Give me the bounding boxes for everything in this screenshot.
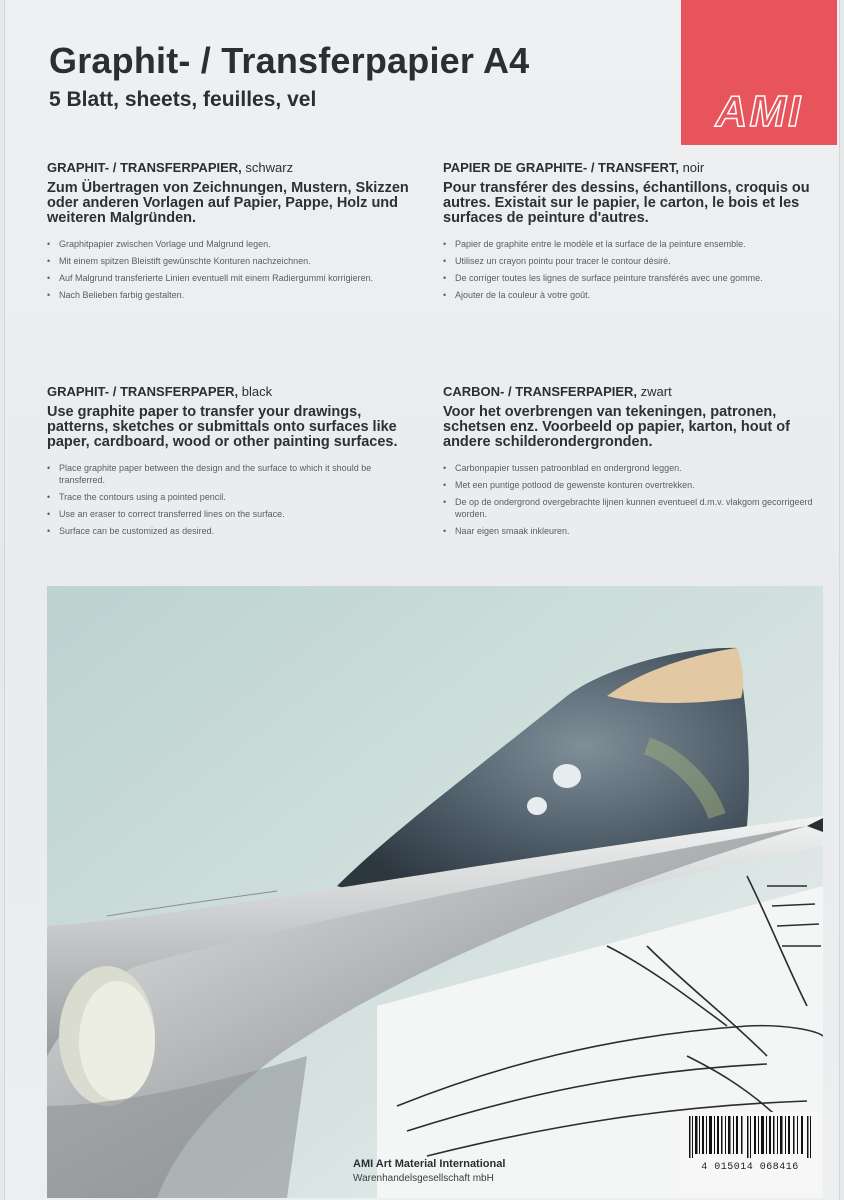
product-illustration [47, 586, 823, 1198]
bullet-list [443, 462, 819, 537]
section-french [443, 160, 819, 306]
section-heading [47, 384, 419, 399]
bullet-list [47, 238, 419, 301]
brand-logo-text: AMI [715, 87, 803, 136]
section-heading-main: GRAPHIT- / TRANSFERPAPIER, [47, 160, 242, 175]
section-lead: Pour transférer des dessins, échantillons, croquis ou autres. Existait sur le papier, le carton, le bois et les surfaces de peinture d'autres. [443, 180, 810, 226]
section-heading-suffix: black [238, 384, 273, 399]
list-item: • Nach Belieben farbig gestalten. [47, 289, 419, 301]
barcode-bars [681, 1112, 819, 1162]
list-item: • Place graphite paper between the design and the surface to which it should be transferred. [47, 462, 419, 486]
list-item: • Carbonpapier tussen patroonblad en ondergrond leggen. [443, 462, 819, 474]
section-heading-suffix: zwart [637, 384, 672, 399]
section-lead: Use graphite paper to transfer your drawings, patterns, sketches or submittals onto surfaces like paper, cardboard, wood or other painting surfaces. [47, 404, 398, 450]
brand-logo [681, 0, 837, 145]
footer-brand: AMI Art Material International [353, 1158, 506, 1170]
section-english [47, 384, 419, 542]
bullet-list [47, 462, 419, 537]
section-heading [443, 160, 819, 175]
section-heading-main: CARBON- / TRANSFERPAPIER, [443, 384, 638, 399]
bullet-list [443, 238, 819, 301]
page-title: Graphit- / Transferpapier A4 [49, 40, 530, 81]
page-subtitle: 5 Blatt, sheets, feuilles, vel [49, 88, 317, 111]
list-item: • De corriger toutes les lignes de surface peinture transférés avec une gomme. [443, 272, 819, 284]
section-heading-main: PAPIER DE GRAPHITE- / TRANSFERT, [443, 160, 679, 175]
footer-company: Warenhandelsgesellschaft mbH [353, 1173, 494, 1184]
list-item: • Use an eraser to correct transferred lines on the surface. [47, 508, 419, 520]
product-sheet [4, 0, 840, 1200]
section-heading-main: GRAPHIT- / TRANSFERPAPER, [47, 384, 239, 399]
section-heading [443, 384, 819, 399]
section-german [47, 160, 419, 306]
list-item: • De op de ondergrond overgebrachte lijnen kunnen eventueel d.m.v. vlakgom gecorrigeerd worden. [443, 496, 819, 520]
section-heading-suffix: schwarz [241, 160, 294, 175]
section-lead: Voor het overbrengen van tekeningen, patronen, schetsen enz. Voorbeeld op papier, karton, hout of andere schilderondergronden. [443, 404, 790, 450]
list-item: • Trace the contours using a pointed pencil. [47, 491, 419, 503]
list-item: • Mit einem spitzen Bleistift gewünschte Konturen nachzeichnen. [47, 255, 419, 267]
section-heading [47, 160, 419, 175]
list-item: • Met een puntige potlood de gewenste konturen overtrekken. [443, 479, 819, 491]
section-heading-suffix: noir [678, 160, 705, 175]
list-item: • Ajouter de la couleur à votre goût. [443, 289, 819, 301]
list-item: • Auf Malgrund transferierte Linien eventuell mit einem Radiergummi korrigieren. [47, 272, 419, 284]
list-item: • Utilisez un crayon pointu pour tracer le contour désiré. [443, 255, 819, 267]
section-lead: Zum Übertragen von Zeichnungen, Mustern, Skizzen oder anderen Vorlagen auf Papier, Pappe, Holz und weiteren Malgründen. [47, 180, 409, 226]
list-item: • Surface can be customized as desired. [47, 525, 419, 537]
illustration-graphic [47, 586, 823, 1198]
section-dutch [443, 384, 819, 542]
list-item: • Papier de graphite entre le modèle et la surface de la peinture ensemble. [443, 238, 819, 250]
list-item: • Graphitpapier zwischen Vorlage und Malgrund legen. [47, 238, 419, 250]
barcode-number: 4 015014 068416 [701, 1162, 799, 1173]
barcode [681, 1112, 819, 1192]
list-item: • Naar eigen smaak inkleuren. [443, 525, 819, 537]
